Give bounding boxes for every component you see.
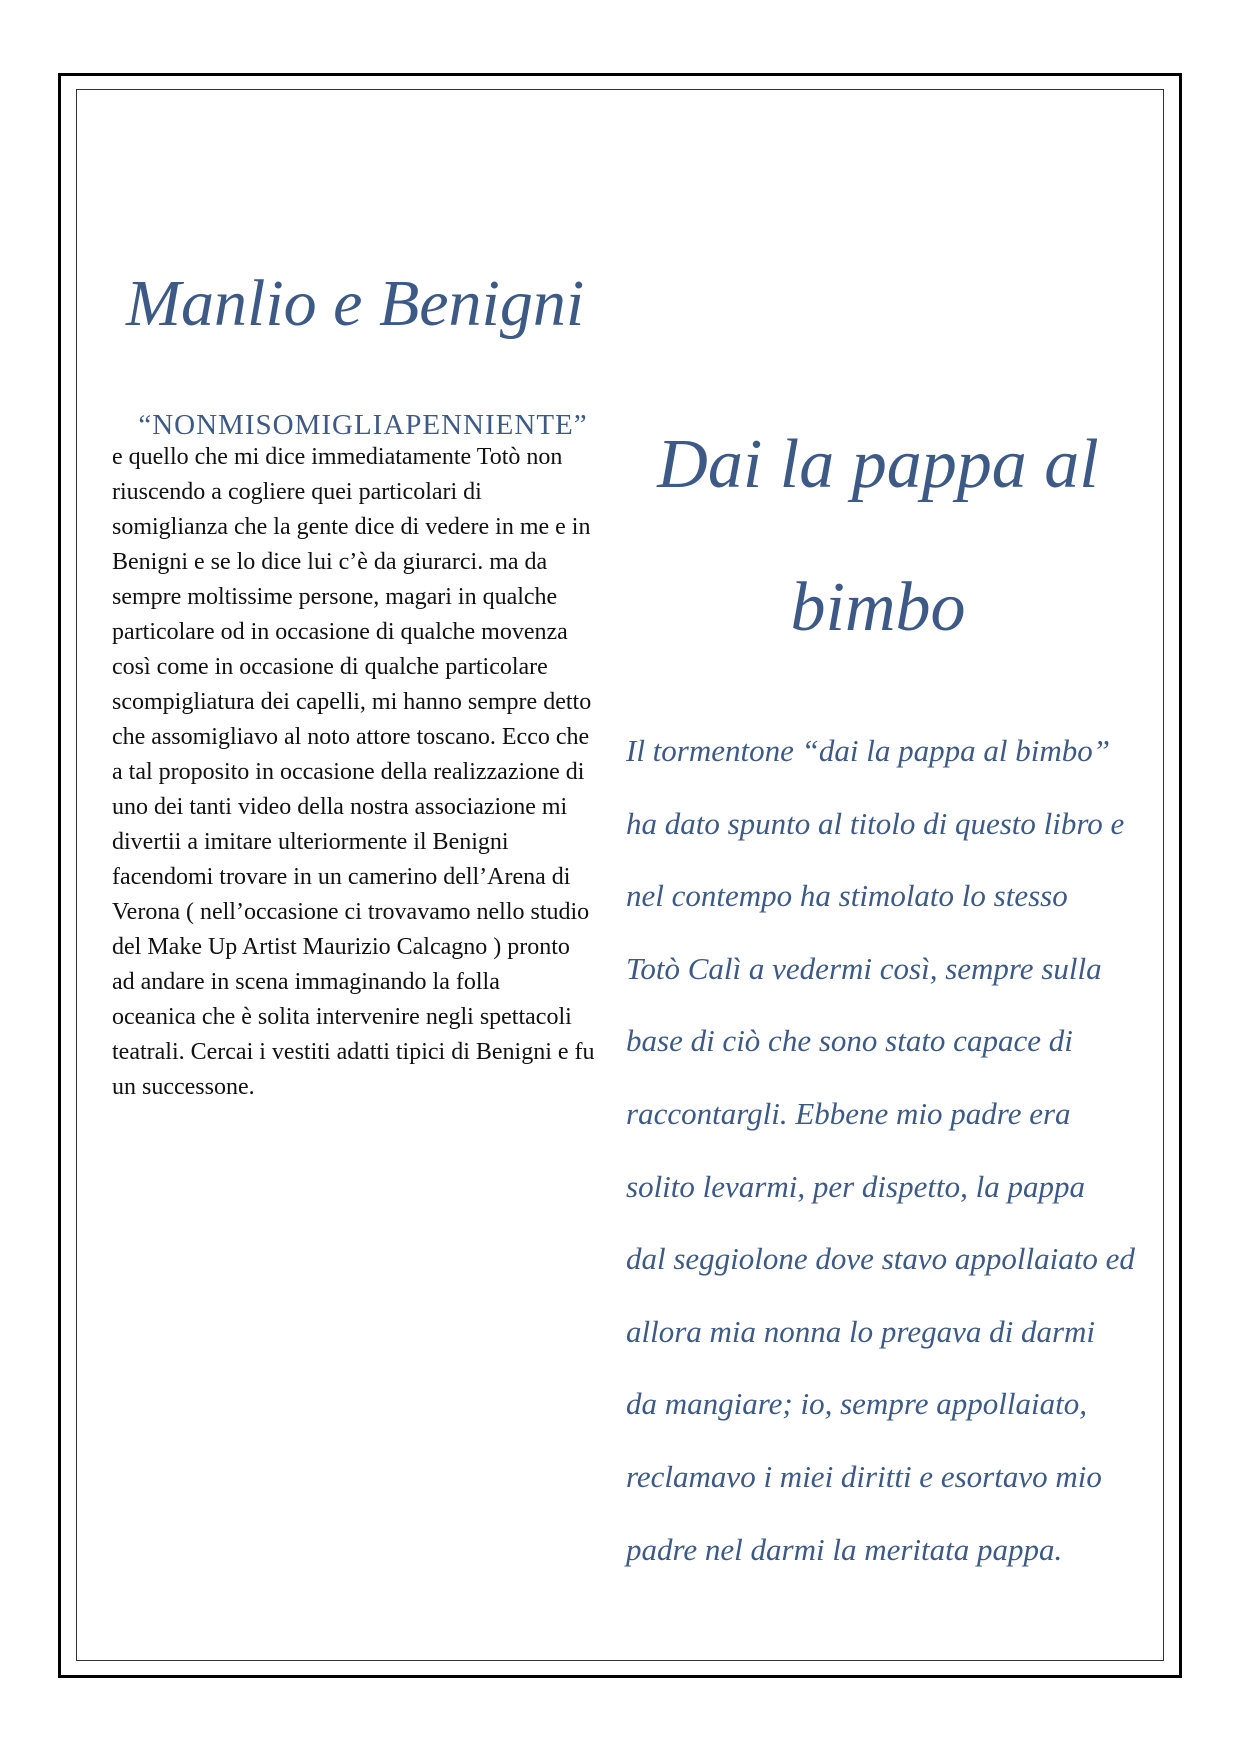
left-text-line: del Make Up Artist Maurizio Calcagno ) pronto: [112, 934, 570, 960]
left-text-line: uno dei tanti video della nostra associazione mi: [112, 794, 568, 820]
right-text-line: ha dato spunto al titolo di questo libro e: [626, 805, 1125, 841]
right-column-text: [626, 715, 1156, 1586]
right-text-line: raccontargli. Ebbene mio padre era: [626, 1095, 1071, 1131]
left-text-line: divertii a imitare ulteriormente il Benigni: [112, 829, 509, 855]
right-column-title: [612, 393, 1144, 679]
left-column-text: [112, 440, 617, 1105]
right-title-line: Dai la pappa al: [657, 426, 1099, 503]
right-text-line: allora mia nonna lo pregava di darmi: [626, 1313, 1096, 1349]
right-text-line: reclamavo i miei diritti e esortavo mio: [626, 1458, 1102, 1494]
left-text-line: oceanica che è solita intervenire negli spettacoli: [112, 1004, 572, 1030]
left-text-line: somiglianza che la gente dice di vedere in me e in: [112, 514, 591, 540]
left-text-line: e quello che mi dice immediatamente Totò non: [112, 444, 563, 470]
left-text-line: particolare od in occasione di qualche movenza: [112, 619, 568, 645]
left-text-line: Verona ( nell’occasione ci trovavamo nello studio: [112, 899, 590, 925]
right-text-line: da mangiare; io, sempre appollaiato,: [626, 1386, 1087, 1422]
left-text-line: teatrali. Cercai i vestiti adatti tipici di Benigni e fu: [112, 1039, 595, 1065]
left-text-line: che assomigliavo al noto attore toscano. Ecco che: [112, 724, 590, 750]
left-text-line: così come in occasione di qualche particolare: [112, 654, 548, 680]
right-text-line: nel contempo ha stimolato lo stesso: [626, 878, 1068, 914]
left-text-line: facendomi trovare in un camerino dell’Arena di: [112, 864, 571, 890]
left-text-line: ad andare in scena immaginando la folla: [112, 969, 500, 995]
left-text-line: Benigni e se lo dice lui c’è da giurarci. ma da: [112, 549, 548, 575]
page-title: Manlio e Benigni: [126, 267, 585, 340]
right-text-line: Totò Calì a vedermi così, sempre sulla: [626, 950, 1102, 986]
right-text-line: base di ciò che sono stato capace di: [626, 1023, 1073, 1059]
left-text-line: riuscendo a cogliere quei particolari di: [112, 479, 482, 505]
right-text-line: dal seggiolone dove stavo appollaiato ed: [626, 1241, 1135, 1277]
left-text-line: un successone.: [112, 1074, 255, 1100]
right-title-line: bimbo: [790, 569, 966, 646]
left-text-line: a tal proposito in occasione della realizzazione di: [112, 759, 585, 785]
left-column-heading: “NONMISOMIGLIAPENNIENTE”: [138, 409, 588, 441]
right-text-line: solito levarmi, per dispetto, la pappa: [626, 1168, 1085, 1204]
right-text-line: padre nel darmi la meritata pappa.: [626, 1531, 1063, 1567]
right-text-line: Il tormentone “dai la pappa al bimbo”: [626, 733, 1110, 768]
left-text-line: scompigliatura dei capelli, mi hanno sempre detto: [112, 689, 592, 715]
left-text-line: sempre moltissime persone, magari in qualche: [112, 584, 558, 610]
